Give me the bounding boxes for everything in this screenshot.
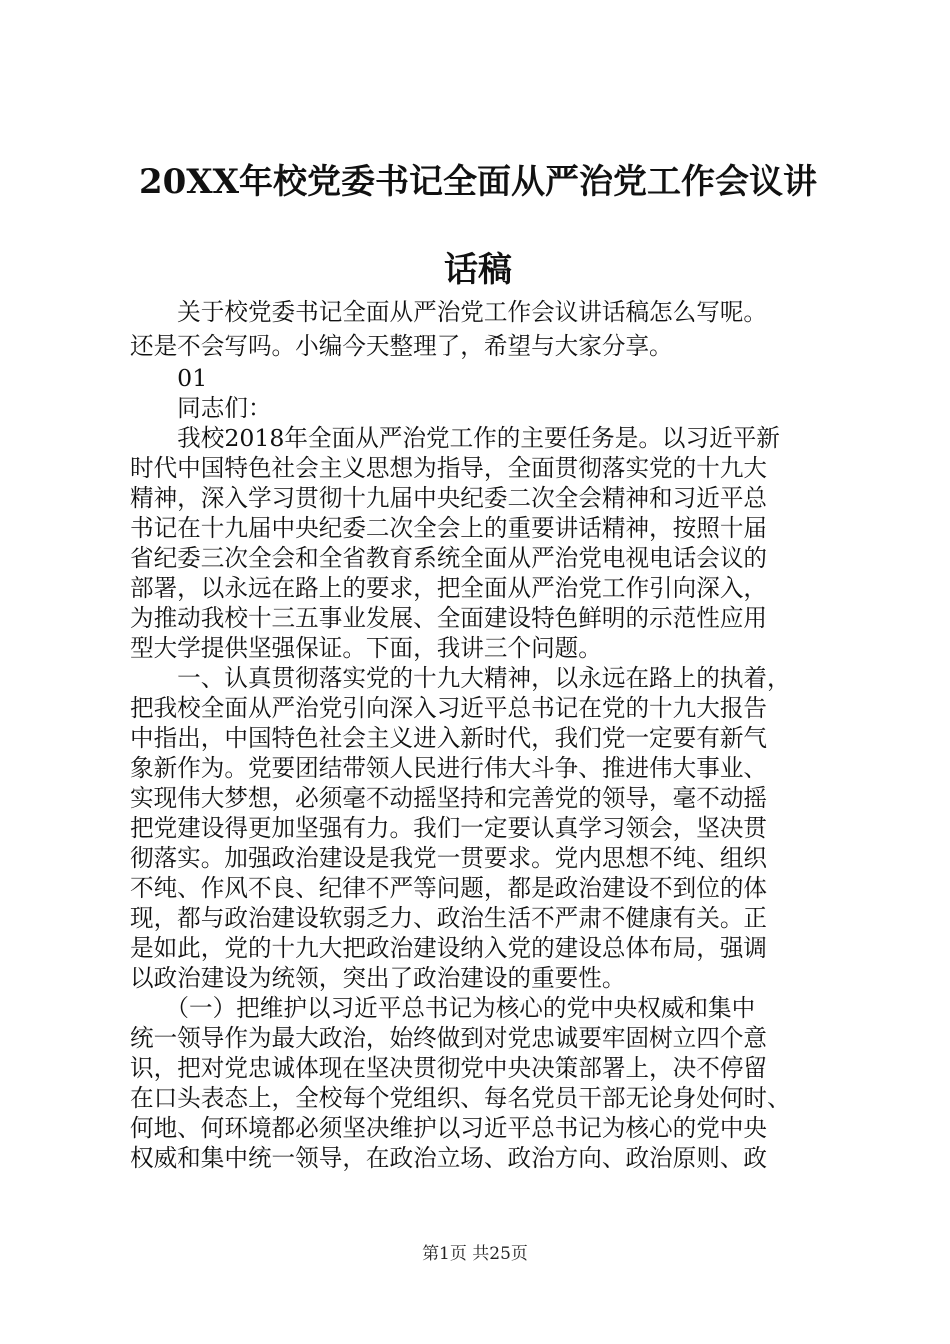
body-line: 还是不会写吗。小编今天整理了，希望与大家分享。	[130, 332, 673, 360]
body-line: 象新作为。党要团结带领人民进行伟大斗争、推进伟大事业、	[130, 754, 768, 782]
body-line: 是如此，党的十九大把政治建设纳入党的建设总体布局，强调	[130, 934, 768, 962]
body-line: 书记在十九届中央纪委二次全会上的重要讲话精神，按照十届	[130, 514, 768, 542]
body-line: 一、认真贯彻落实党的十九大精神，以永远在路上的执着，	[130, 664, 791, 692]
body-line: 精神，深入学习贯彻十九届中央纪委二次全会精神和习近平总	[130, 484, 768, 512]
body-line: 实现伟大梦想，必须毫不动摇坚持和完善党的领导，毫不动摇	[130, 784, 768, 812]
body-line: 01	[130, 364, 208, 392]
body-line: 彻落实。加强政治建设是我党一贯要求。党内思想不纯、组织	[130, 844, 768, 872]
body-line: 以政治建设为统领，突出了政治建设的重要性。	[130, 964, 626, 992]
body-line: 型大学提供坚强保证。下面，我讲三个问题。	[130, 634, 602, 662]
document-title-line-2: 话稿	[444, 250, 512, 290]
body-line: 识，把对党忠诚体现在坚决贯彻党中央决策部署上，决不停留	[130, 1054, 768, 1082]
body-line: 中指出，中国特色社会主义进入新时代，我们党一定要有新气	[130, 724, 768, 752]
body-line: 统一领导作为最大政治，始终做到对党忠诚要牢固树立四个意	[130, 1024, 768, 1052]
page-number-footer: 第1页 共25页	[422, 1244, 528, 1264]
body-line: 同志们：	[130, 394, 272, 422]
body-line: 在口头表态上，全校每个党组织、每名党员干部无论身处何时、	[130, 1084, 791, 1112]
body-line: 省纪委三次全会和全省教育系统全面从严治党电视电话会议的	[130, 544, 768, 572]
body-line: 何地、何环境都必须坚决维护以习近平总书记为核心的党中央	[130, 1114, 768, 1142]
body-line: 关于校党委书记全面从严治党工作会议讲话稿怎么写呢。	[130, 298, 768, 326]
body-line: 把党建设得更加坚强有力。我们一定要认真学习领会，坚决贯	[130, 814, 768, 842]
document-title-line-1: 20XX年校党委书记全面从严治党工作会议讲	[138, 162, 818, 202]
body-line: 权威和集中统一领导，在政治立场、政治方向、政治原则、政	[130, 1144, 768, 1172]
body-line: 现，都与政治建设软弱乏力、政治生活不严肃不健康有关。正	[130, 904, 768, 932]
body-line: （一）把维护以习近平总书记为核心的党中央权威和集中	[130, 994, 756, 1022]
body-line: 我校2018年全面从严治党工作的主要任务是。以习近平新	[130, 424, 780, 452]
body-line: 部署，以永远在路上的要求，把全面从严治党工作引向深入，	[130, 574, 768, 602]
body-line: 为推动我校十三五事业发展、全面建设特色鲜明的示范性应用	[130, 604, 768, 632]
body-line: 时代中国特色社会主义思想为指导，全面贯彻落实党的十九大	[130, 454, 768, 482]
body-line: 不纯、作风不良、纪律不严等问题，都是政治建设不到位的体	[130, 874, 768, 902]
body-line: 把我校全面从严治党引向深入习近平总书记在党的十九大报告	[130, 694, 768, 722]
